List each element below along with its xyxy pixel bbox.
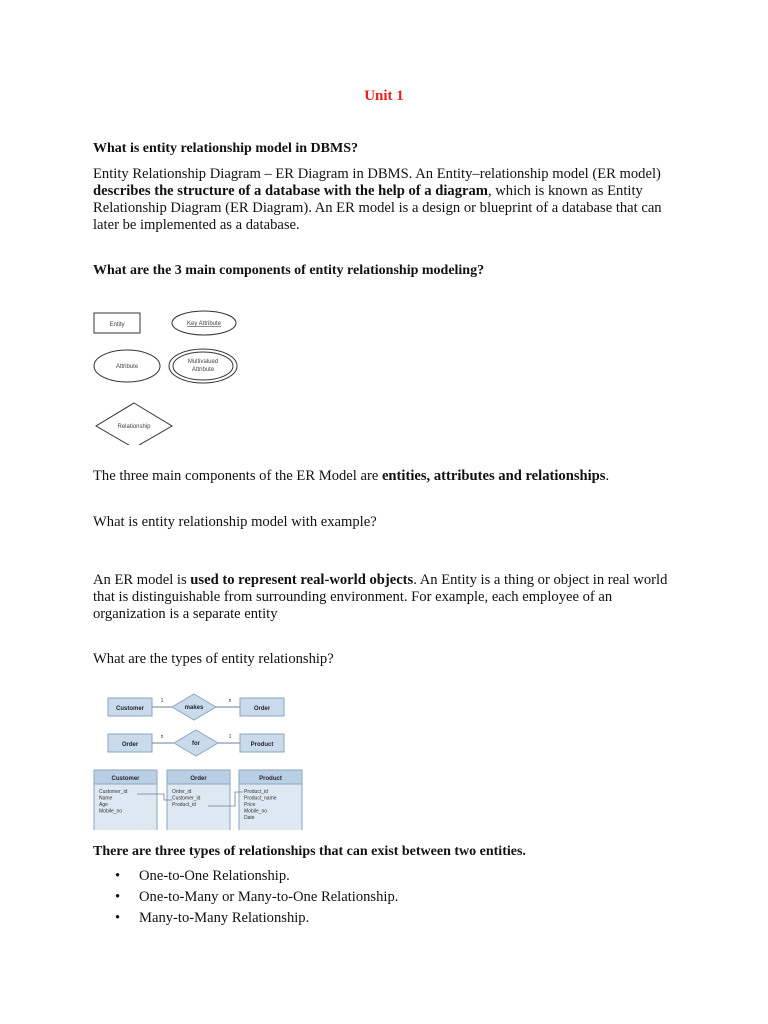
- schema-field: Product_id: [172, 802, 196, 808]
- multivalued-attribute-symbol: [169, 349, 237, 383]
- entity-customer: Customer: [115, 706, 145, 712]
- schema-field: Product_name: [244, 795, 277, 802]
- paragraph-bold-text: describes the structure of a database with the help of a diagram: [93, 183, 488, 199]
- cardinality-label: n: [228, 698, 232, 704]
- paragraph-text: , which is known as Entity Relationship Diagram (ER Diagram). An ER model is a design or blueprint of a database that can later be implemented as a database.: [93, 183, 662, 233]
- question-main-components: What are the 3 main components of entity relationship modeling?: [93, 263, 485, 278]
- list-item: • Many-to-Many Relationship.: [93, 908, 398, 929]
- page-title: Unit 1: [364, 88, 404, 104]
- paragraph-bold-text: used to represent real-world objects: [190, 572, 414, 588]
- schema-field: Order_id: [172, 789, 192, 795]
- schema-field: Age: [99, 802, 108, 808]
- paragraph-er-example: [93, 572, 673, 623]
- er-example-figure: [90, 690, 310, 830]
- schema-table-name: Order: [190, 776, 207, 782]
- paragraph-er-definition: [93, 166, 673, 234]
- schema-field: Customer_id: [172, 795, 201, 802]
- schema-field: Name: [99, 795, 113, 802]
- entity-order: Order: [121, 742, 139, 748]
- schema-table-product: [239, 770, 302, 830]
- schema-field: Product_id: [244, 789, 268, 795]
- paragraph-text: . An Entity is a thing or object in real world that is distinguishable from surrounding environment. For example, each employee of an organization is a separate entity: [93, 572, 668, 622]
- attribute-label: Attribute: [115, 364, 139, 370]
- relationship-makes: makes: [184, 705, 204, 711]
- list-item: • One-to-Many or Many-to-One Relationship.: [93, 887, 398, 908]
- multivalued-label-line2: Attribute: [191, 367, 215, 373]
- cardinality-label: n: [160, 734, 164, 740]
- cardinality-label: 1: [228, 734, 232, 740]
- schema-table-customer: [94, 770, 157, 830]
- paragraph-three-components: [93, 468, 673, 485]
- schema-field: Price: [244, 802, 256, 808]
- relationship-types-list: [93, 866, 398, 929]
- schema-field: Mobile_no: [244, 808, 268, 815]
- question-er-example: What is entity relationship model with example?: [93, 514, 377, 530]
- er-row-order-for-product: [108, 730, 284, 756]
- relationship-for: for: [192, 741, 200, 747]
- schema-table-name: Customer: [111, 776, 140, 782]
- schema-table-order: [167, 770, 230, 830]
- schema-field: Date: [244, 815, 255, 821]
- question-relationship-types: What are the types of entity relationship?: [93, 651, 334, 667]
- key-attribute-label: Key Attribute: [186, 321, 222, 327]
- question-er-model: What is entity relationship model in DBMS?: [93, 141, 358, 156]
- er-tables: [94, 770, 302, 830]
- er-symbols-figure: [88, 305, 248, 445]
- entity-label: Entity: [109, 322, 125, 328]
- schema-table-name: Product: [259, 776, 282, 782]
- list-item: • One-to-One Relationship.: [93, 866, 398, 887]
- attribute-symbol: [94, 350, 160, 382]
- question-three-relationship-types: There are three types of relationships that can exist between two entities.: [93, 844, 526, 859]
- multivalued-label-line1: Multivalued: [187, 359, 219, 365]
- entity-symbol: [94, 313, 140, 333]
- key-attribute-symbol: [172, 311, 236, 335]
- schema-field: Mobile_no: [99, 808, 123, 815]
- entity-order: Order: [253, 706, 271, 712]
- paragraph-text: The three main components of the ER Model are: [93, 468, 382, 484]
- cardinality-label: 1: [160, 698, 164, 704]
- paragraph-bold-text: entities, attributes and relationships: [381, 468, 606, 484]
- entity-product: Product: [250, 742, 274, 748]
- relationship-symbol: [96, 403, 172, 445]
- paragraph-text: An ER model is: [93, 572, 191, 588]
- er-row-customer-makes-order: [108, 694, 284, 720]
- paragraph-text: Entity Relationship Diagram – ER Diagram in DBMS. An Entity–relationship model (ER model): [93, 166, 661, 182]
- relationship-label: Relationship: [117, 424, 151, 430]
- schema-field: Customer_id: [99, 789, 128, 795]
- paragraph-text: .: [605, 468, 610, 484]
